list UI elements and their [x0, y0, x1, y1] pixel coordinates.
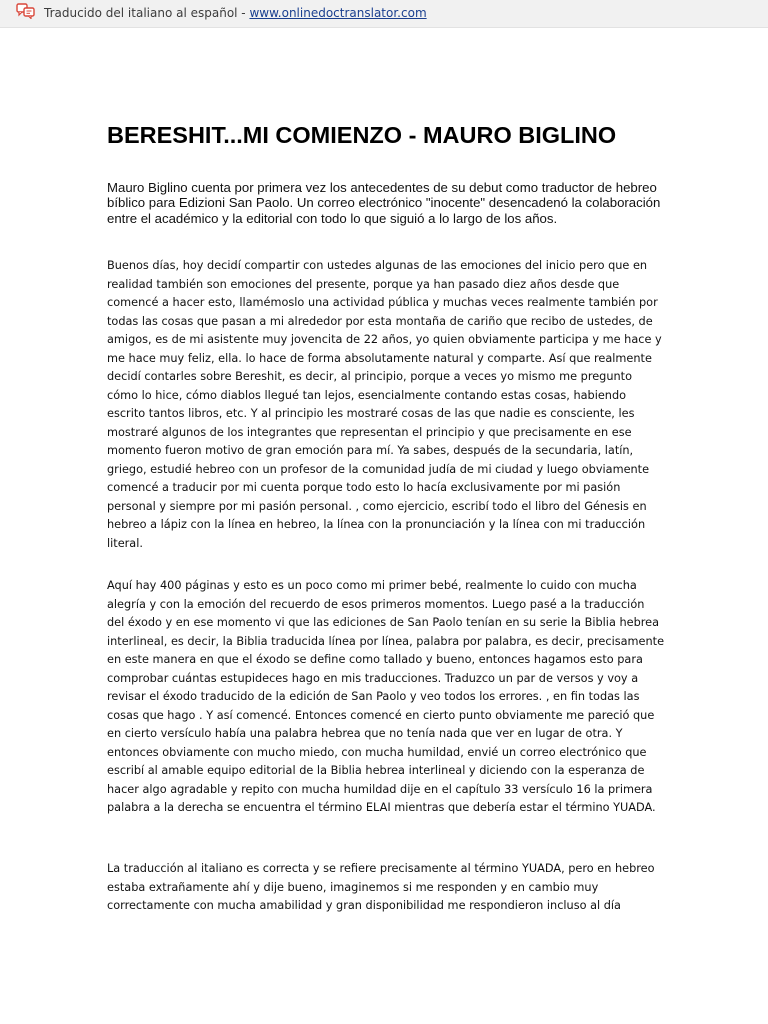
banner-text — [44, 6, 427, 20]
body-paragraph-2: Aquí hay 400 páginas y esto es un poco como mi primer bebé, realmente lo cuido con mucha alegría y con la emoción del recuerdo de esos primeros momentos. Luego pasé a la traducción del éxodo y en ese momento vi que las ediciones de San Paolo tenían en su serie la Biblia hebrea interlineal, es decir, la Biblia traducida línea por línea, palabra por palabra, es decir, precisamente en este manera en que el éxodo se define como tallado y bueno, entonces hagamos esto para comprobar cuántas estupideces hago en mis traducciones. Traduzco un par de versos y voy a revisar el éxodo traducido de la edición de San Paolo y veo todos los errores. , en fin todas las cosas que hago . Y así comencé. Entonces comencé en cierto punto obviamente me pareció que en cierto versículo había una palabra hebrea que no tenía nada que ver en lugar de otra. Y entonces obviamente con mucho miedo, con mucha humildad, envié un correo electrónico que escribí al amable equipo editorial de la Biblia hebrea interlineal y diciendo con la esperanza de hacer algo agradable y repito con mucha humildad dije en el capítulo 33 versículo 16 la primera palabra a la derecha se encuentra el término ELAI mientras que debería estar el término YUADA. — [107, 579, 665, 814]
translator-link[interactable]: www.onlinedoctranslator.com — [249, 6, 427, 20]
translate-icon — [16, 3, 36, 19]
body-paragraph-3: La traducción al italiano es correcta y se refiere precisamente al término YUADA, pero en hebreo estaba extrañamente ahí y dije bueno, imaginemos si me responden y en cambio muy correctamente con mucha amabilidad y gran disponibilidad me respondieron incluso al día — [107, 862, 655, 912]
document-title: BERESHIT...MI COMIENZO - MAURO BIGLINO — [107, 122, 617, 148]
body-paragraph-1: Buenos días, hoy decidí compartir con ustedes algunas de las emociones del inicio pero que en realidad también son emociones del presente, porque ya han pasado diez años desde que comencé a hacer esto, llamémoslo una actividad pública y muchas veces realmente también por todas las cosas que pasan a mi alrededor por esta montaña de cariño que recibo de ustedes, de amigos, es de mi asistente muy jovencita de 22 años, yo quien obviamente participa y me hace y me hace muy feliz, ella. lo hace de forma absolutamente natural y comparte. Así que realmente decidí contarles sobre Bereshit, es decir, al principio, porque a veces yo mismo me pregunto cómo lo hice, cómo diablos llegué tan lejos, esencialmente contando estas cosas, habiendo escrito tantos libros, etc. Y al principio les mostraré cosas de las que nadie es consciente, les mostraré algunos de los integrantes que representan el principio y que precisamente en ese momento fueron motivo de gran emoción para mí. Ya sabes, después de la secundaria, latín, griego, estudié hebreo con un profesor de la comunidad judía de mi ciudad y luego obviamente comencé a traducir por mi cuenta porque todo esto lo hacía exclusivamente por mi pasión personal y siempre por mi pasión personal. , como ejercicio, escribí todo el libro del Génesis en hebreo a lápiz con la línea en hebreo, la línea con la pronunciación y la línea con mi traducción literal. — [107, 259, 662, 550]
banner-prefix: Traducido del italiano al español - — [44, 6, 250, 20]
translation-banner — [0, 0, 768, 28]
intro-paragraph: Mauro Biglino cuenta por primera vez los antecedentes de su debut como traductor de hebreo bíblico para Edizioni San Paolo. Un correo electrónico "inocente" desencadenó la colaboración entre el académico y la editorial con todo lo que siguió a lo largo de los años. — [107, 180, 661, 226]
